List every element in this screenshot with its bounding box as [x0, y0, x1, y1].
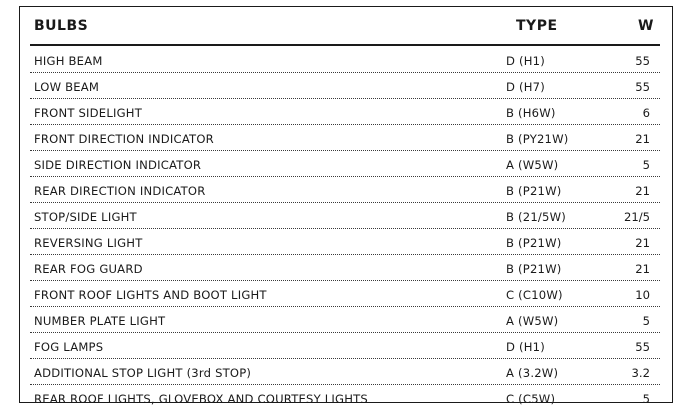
bulb-name: FOG LAMPS: [34, 340, 104, 354]
bulb-type: A (W5W): [506, 158, 559, 172]
table-body: [20, 47, 672, 410]
bulb-type: D (H7): [506, 80, 545, 94]
table-row: [30, 99, 660, 125]
table-row: [30, 73, 660, 99]
bulb-name: REAR ROOF LIGHTS, GLOVEBOX AND COURTESY LIGHTS: [34, 392, 368, 406]
table-row: [30, 229, 660, 255]
bulb-watts: 5: [642, 314, 650, 328]
bulb-name: NUMBER PLATE LIGHT: [34, 314, 166, 328]
bulb-name: SIDE DIRECTION INDICATOR: [34, 158, 202, 172]
bulb-type: B (P21W): [506, 236, 562, 250]
bulb-type: D (H1): [506, 54, 545, 68]
bulb-watts: 3.2: [631, 366, 650, 380]
table-row: [30, 47, 660, 73]
bulb-watts: 55: [635, 54, 650, 68]
bulb-watts: 6: [642, 106, 650, 120]
table-row: [30, 385, 660, 410]
bulb-watts: 5: [642, 158, 650, 172]
bulb-name: FRONT DIRECTION INDICATOR: [34, 132, 214, 146]
bulb-watts: 21/5: [623, 210, 650, 224]
bulb-name: FRONT ROOF LIGHTS AND BOOT LIGHT: [34, 288, 267, 302]
bulb-type: A (3.2W): [506, 366, 559, 380]
table-row: [30, 281, 660, 307]
bulb-name: STOP/SIDE LIGHT: [34, 210, 137, 224]
bulb-type: C (C5W): [506, 392, 556, 406]
bulb-name: REAR FOG GUARD: [34, 262, 143, 276]
bulb-name: REVERSING LIGHT: [34, 236, 143, 250]
bulb-name: HIGH BEAM: [34, 54, 103, 68]
bulb-type: B (21/5W): [506, 210, 566, 224]
table-row: [30, 151, 660, 177]
table-row: [30, 359, 660, 385]
bulb-watts: 5: [642, 392, 650, 406]
bulb-watts: 21: [635, 184, 650, 198]
header-type: TYPE: [516, 18, 558, 34]
bulb-watts: 10: [635, 288, 650, 302]
bulb-name: FRONT SIDELIGHT: [34, 106, 142, 120]
bulb-type: A (W5W): [506, 314, 559, 328]
bulb-name: ADDITIONAL STOP LIGHT (3rd STOP): [34, 366, 252, 380]
bulb-type: B (P21W): [506, 184, 562, 198]
table-row: [30, 177, 660, 203]
bulb-name: LOW BEAM: [34, 80, 100, 94]
bulb-type: B (PY21W): [506, 132, 569, 146]
bulb-type: B (P21W): [506, 262, 562, 276]
table-row: [30, 125, 660, 151]
table-row: [30, 203, 660, 229]
table-header: [20, 7, 672, 47]
bulb-watts: 55: [635, 80, 650, 94]
bulb-watts: 21: [635, 262, 650, 276]
header-watts: W: [638, 18, 654, 34]
bulb-watts: 55: [635, 340, 650, 354]
table-row: [30, 255, 660, 281]
header-bulbs: BULBS: [34, 18, 89, 34]
bulb-table: [19, 6, 673, 406]
bulb-type: C (C10W): [506, 288, 563, 302]
header-rule: [30, 44, 660, 46]
bulb-type: B (H6W): [506, 106, 556, 120]
bulb-type: D (H1): [506, 340, 545, 354]
bulb-watts: 21: [635, 236, 650, 250]
bulb-watts: 21: [635, 132, 650, 146]
table-row: [30, 307, 660, 333]
bulb-name: REAR DIRECTION INDICATOR: [34, 184, 206, 198]
table-row: [30, 333, 660, 359]
